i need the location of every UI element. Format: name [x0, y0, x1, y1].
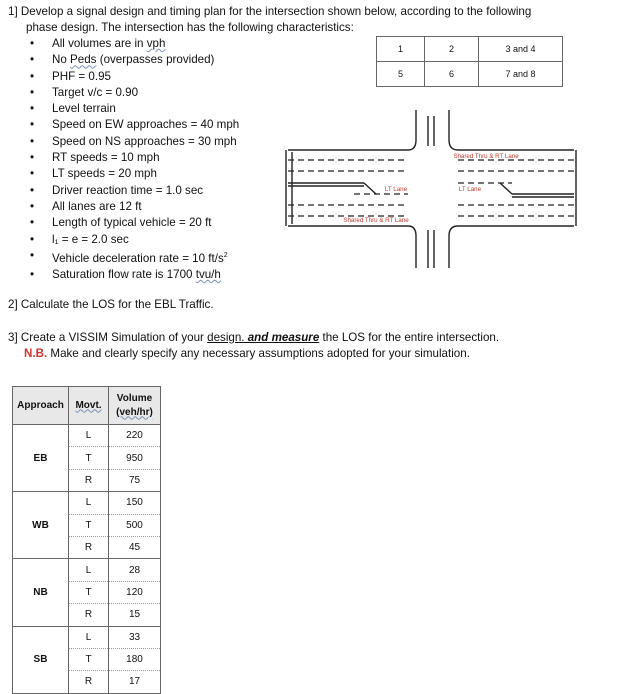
volume-cell: 15: [109, 604, 161, 626]
volume-cell: 180: [109, 648, 161, 670]
question-1-line-2: phase design. The intersection has the following characteristics:: [26, 21, 354, 34]
question-3: 3] Create a VISSIM Simulation of your design. and measure the LOS for the entire intersection. N.B. Make and clearly specify any necessary assumptions adopted for your simulation.: [8, 331, 500, 360]
phase-cell: 6: [425, 62, 479, 87]
list-item: • All lanes are 12 ft: [30, 199, 239, 215]
intersection-diagram: [280, 100, 580, 272]
phase-cell: 1: [377, 37, 425, 62]
volume-cell: 950: [109, 447, 161, 469]
list-item: • Length of typical vehicle = 20 ft: [30, 215, 239, 231]
table-row: [13, 559, 161, 581]
list-item: • Target v/c = 0.90: [30, 85, 239, 101]
movement-cell: R: [69, 604, 109, 626]
phase-cell: 3 and 4: [479, 37, 563, 62]
list-item: • Level terrain: [30, 101, 239, 117]
volume-cell: 500: [109, 514, 161, 536]
movement-cell: T: [69, 514, 109, 536]
phase-cell: 5: [377, 62, 425, 87]
movement-cell: L: [69, 425, 109, 447]
label-lt-left: LT Lane: [384, 186, 408, 193]
list-item: • PHF = 0.95: [30, 69, 239, 85]
movement-cell: L: [69, 492, 109, 514]
approach-cell: EB: [13, 425, 69, 492]
volume-cell: 75: [109, 469, 161, 491]
header-movt: Movt.: [69, 387, 109, 425]
label-shared-top: Shared Thru & RT Lane: [453, 153, 519, 160]
volume-cell: 33: [109, 626, 161, 648]
table-row: [13, 492, 161, 514]
question-1-line-1: 1] Develop a signal design and timing plan for the intersection shown below, according to the following: [8, 5, 532, 18]
approach-cell: SB: [13, 626, 69, 693]
volume-cell: 150: [109, 492, 161, 514]
curb-nw: [288, 110, 416, 150]
volume-cell: 17: [109, 671, 161, 693]
volume-cell: 45: [109, 536, 161, 558]
volume-table-header: [13, 387, 161, 425]
curb-ne: [449, 110, 574, 150]
movement-cell: R: [69, 469, 109, 491]
volume-table: [12, 386, 161, 694]
phase-row-1: [377, 37, 563, 62]
question-1: [8, 4, 568, 36]
tvu-word: tvu/h: [195, 268, 221, 282]
phase-table: [376, 36, 563, 87]
question-2: 2] Calculate the LOS for the EBL Traffic.: [8, 298, 214, 311]
label-shared-bottom: Shared Thru & RT Lane: [343, 217, 409, 224]
approach-cell: WB: [13, 492, 69, 559]
peds-word: Peds: [70, 53, 97, 67]
list-item: • LT speeds = 20 mph: [30, 166, 239, 182]
curb-se: [449, 226, 574, 268]
header-approach: Approach: [13, 387, 69, 425]
list-item: • RT speeds = 10 mph: [30, 150, 239, 166]
list-item: • Speed on EW approaches = 40 mph: [30, 117, 239, 133]
list-item: • l₁ = e = 2.0 sec: [30, 232, 239, 248]
movement-cell: L: [69, 559, 109, 581]
design-word: design.: [207, 331, 245, 344]
curb-sw: [288, 226, 416, 268]
phase-cell: 2: [425, 37, 479, 62]
movement-cell: R: [69, 671, 109, 693]
table-row: [13, 626, 161, 648]
list-item: • Saturation flow rate is 1700 tvu/h: [30, 267, 239, 283]
vph-word: vph: [146, 37, 166, 50]
movement-cell: T: [69, 581, 109, 603]
volume-cell: 120: [109, 581, 161, 603]
list-item: • Vehicle deceleration rate = 10 $ft/s^2$: [30, 248, 239, 267]
header-volume: Volume (veh/hr): [109, 387, 161, 425]
movement-cell: L: [69, 626, 109, 648]
table-row: [13, 425, 161, 447]
volume-cell: 28: [109, 559, 161, 581]
nb-note: N.B. Make and clearly specify any necessary assumptions adopted for your simulation.: [24, 347, 470, 360]
movement-cell: T: [69, 447, 109, 469]
and-measure: and measure: [244, 331, 320, 344]
approach-cell: NB: [13, 559, 69, 626]
phase-row-2: [377, 62, 563, 87]
label-lt-right: LT Lane: [458, 186, 482, 193]
list-item: • No Peds (overpasses provided): [30, 52, 239, 68]
phase-cell: 7 and 8: [479, 62, 563, 87]
movement-cell: T: [69, 648, 109, 670]
volume-cell: 220: [109, 425, 161, 447]
list-item: • Driver reaction time = 1.0 sec: [30, 183, 239, 199]
movement-cell: R: [69, 536, 109, 558]
list-item: • Speed on NS approaches = 30 mph: [30, 134, 239, 150]
characteristics-list: [30, 36, 239, 283]
list-item: • All volumes are in vph: [30, 36, 239, 52]
